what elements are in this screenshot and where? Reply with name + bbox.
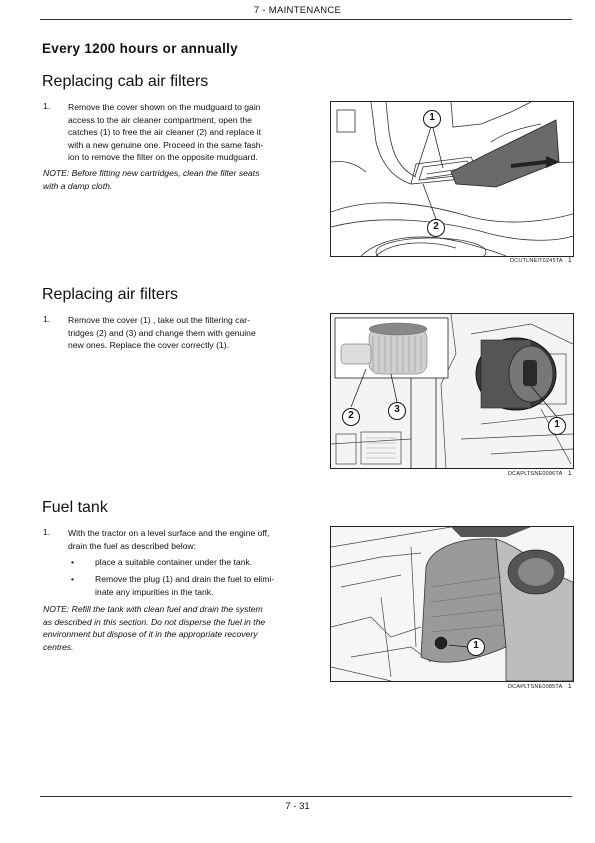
step-line: Remove the cover shown on the mudguard to gain bbox=[68, 102, 261, 112]
footer-rule bbox=[40, 796, 572, 797]
step-line: drain the fuel as described below: bbox=[68, 540, 197, 551]
cab-filter-illustration bbox=[331, 102, 573, 256]
page-number: 7 - 31 bbox=[285, 801, 310, 812]
fuel-tank-shape bbox=[421, 539, 506, 662]
bullet-line: Remove the plug (1) and drain the fuel to elimi- bbox=[95, 574, 275, 584]
figure-fuel-tank bbox=[330, 526, 574, 682]
step-line: access to the air cleaner compartment, open the bbox=[68, 114, 252, 125]
figure-number: 1 bbox=[568, 257, 572, 264]
interval-heading: Every 1200 hours or annually bbox=[42, 41, 238, 56]
bullet-text bbox=[95, 556, 309, 569]
step-line: catches (1) to free the air cleaner (2) and replace it bbox=[68, 127, 261, 138]
figure-caption-code: DCAPLTSNE0096TA bbox=[508, 471, 563, 477]
figure-number: 1 bbox=[568, 683, 572, 690]
step-line: tridges (2) and (3) and change them with genuine bbox=[68, 327, 256, 338]
section-title-cab-air-filters: Replacing cab air filters bbox=[42, 73, 209, 90]
step-number: 1. bbox=[43, 527, 51, 537]
step-line: new ones. Replace the cover correctly (1). bbox=[68, 340, 229, 351]
step-line: with a new genuine one. Proceed in the same fash- bbox=[68, 139, 264, 150]
step-number: 1. bbox=[43, 314, 51, 324]
step-line: ion to remove the filter on the opposite mudguard. bbox=[68, 152, 258, 163]
bullet-icon: • bbox=[71, 557, 75, 567]
bullet-line: place a suitable container under the tank. bbox=[95, 557, 253, 567]
note-line: environment but dispose of it in the appropriate recovery bbox=[43, 629, 258, 640]
fuel-tank-illustration bbox=[331, 527, 573, 681]
drain-plug-shape bbox=[435, 637, 447, 649]
note-text bbox=[43, 603, 309, 653]
step-line: With the tractor on a level surface and the engine off, bbox=[68, 528, 270, 538]
engine-air-filter-illustration bbox=[331, 314, 573, 468]
step-line: Remove the cover (1) , take out the filtering car- bbox=[68, 315, 250, 325]
note-line: NOTE: Before fitting new cartridges, clean the filter seats bbox=[43, 168, 260, 178]
bullet-text bbox=[95, 573, 309, 598]
figure-cab-air-filter bbox=[330, 101, 574, 257]
step-text bbox=[68, 101, 308, 164]
callout-label: 3 bbox=[394, 404, 400, 415]
figure-caption-code: DCUTLNEIT0245TA bbox=[510, 258, 563, 264]
note-line: NOTE: Refill the tank with clean fuel and drain the system bbox=[43, 604, 263, 614]
callout-label: 1 bbox=[429, 112, 435, 123]
bullet-icon: • bbox=[71, 574, 75, 584]
callout-label: 2 bbox=[433, 221, 439, 232]
step-number: 1. bbox=[43, 101, 51, 111]
header-rule bbox=[40, 19, 572, 20]
section-title-fuel-tank: Fuel tank bbox=[42, 499, 108, 516]
callout-label: 1 bbox=[554, 419, 560, 430]
note-text bbox=[43, 167, 309, 192]
note-line: centres. bbox=[43, 641, 74, 652]
callout-label: 2 bbox=[348, 410, 354, 421]
step-text bbox=[68, 314, 308, 352]
note-line: with a damp cloth. bbox=[43, 180, 113, 191]
chapter-header: 7 - MAINTENANCE bbox=[253, 5, 342, 16]
figure-air-filters bbox=[330, 313, 574, 469]
filter-cover-shape bbox=[451, 120, 559, 187]
section-title-air-filters: Replacing air filters bbox=[42, 286, 179, 303]
figure-caption-code: DCAPLTSNE0085TA bbox=[508, 684, 563, 690]
bullet-line: inate any impurities in the tank. bbox=[95, 586, 214, 597]
note-line: as described in this section. Do not disperse the fuel in the bbox=[43, 616, 266, 627]
figure-number: 1 bbox=[568, 470, 572, 477]
callout-label: 1 bbox=[473, 640, 479, 651]
step-text bbox=[68, 527, 310, 552]
